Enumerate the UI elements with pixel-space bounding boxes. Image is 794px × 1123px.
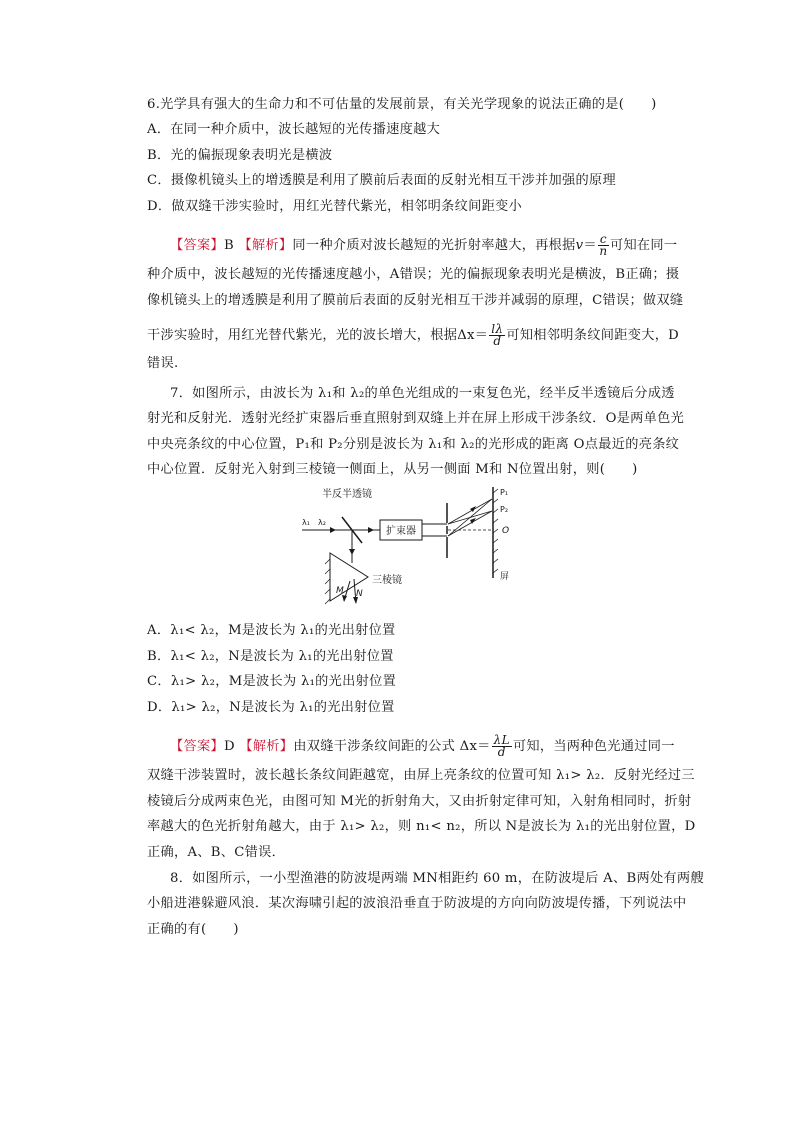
q6-option-a: A．在同一种介质中，波长越短的光传播速度越大 — [147, 122, 441, 137]
optics-diagram-svg — [300, 483, 530, 608]
q6-analysis-text-b: 可知在同一 — [609, 238, 678, 253]
q6-analysis-l4b: 可知相邻明条纹间距变大，D — [506, 328, 680, 343]
q6-option-d: D．做双缝干涉实验时，用红光替代紫光，相邻明条纹间距变小 — [147, 199, 523, 214]
lambda1-label: λ₁ — [302, 518, 310, 527]
transmitted-arrow — [368, 527, 374, 533]
q6-analysis-l4a: 干涉实验时，用红光替代紫光，光的波长增大，根据 — [147, 328, 458, 343]
m-label: M — [336, 586, 344, 596]
q6-answer-value: B — [223, 238, 234, 253]
q6-analysis-line-5: 错误. — [147, 356, 179, 371]
expander-label: 扩束器 — [386, 526, 416, 537]
optics-diagram — [300, 483, 530, 608]
q7-analysis-line-2: 双缝干涉装置时，波长越长条纹间距越宽，由屏上亮条纹的位置可知 λ₁> λ₂．反射光经过三 — [147, 768, 695, 783]
q7-stem-line-3: 中央亮条纹的中心位置，P₁和 P₂分别是波长为 λ₁和 λ₂的光形成的距离 O点最近的亮条纹 — [147, 437, 680, 452]
q7-analysis-l1a: 由双缝干涉条纹间距的公式 Δx＝ — [293, 739, 491, 754]
q6-option-b: B．光的偏振现象表明光是横波 — [147, 148, 333, 163]
q7-stem-line-4: 中心位置．反射光入射到三棱镜一侧面上，从另一侧面 M和 N位置出射，则( ) — [147, 462, 638, 477]
q6-stem: 6.光学具有强大的生命力和不可估量的发展前景，有关光学现象的说法正确的是( ) — [147, 97, 657, 112]
q6-frac-den: n — [599, 244, 608, 258]
o-label: O — [502, 526, 510, 536]
mirror-label: 半反半透镜 — [322, 489, 372, 500]
prism-hatching — [325, 559, 330, 604]
prism-label: 三棱镜 — [372, 575, 402, 586]
q7-frac-den: d — [497, 745, 506, 759]
q7-analysis-line-5: 正确，A、B、C错误． — [147, 845, 286, 860]
q6-analysis-line-4 — [147, 324, 679, 347]
q6-analysis-line-3: 像机镜头上的增透膜是利用了膜前后表面的反射光相互干涉并减弱的原理，C错误；做双缝 — [147, 293, 684, 308]
q6-frac2-num: lλ — [491, 322, 504, 336]
q7-analysis-line-3: 棱镜后分成两束色光，由图可知 M光的折射角大，又由折射定律可知，入射角相同时，折射 — [147, 794, 692, 809]
q6-eq-sign: ＝ — [583, 238, 597, 253]
n-label: N — [356, 589, 363, 599]
q8-stem-line-2: 小船进港躲避风浪．某次海啸引起的波浪沿垂直于防波堤的方向向防波堤传播，下列说法中 — [147, 896, 687, 911]
q7-fraction-lambda-l-over-d — [492, 735, 512, 758]
incoming-arrow — [330, 527, 336, 533]
q6-analysis-line-2: 种介质中，波长越短的光传播速度越小，A错误；光的偏振现象表明光是横波，B正确；摄 — [147, 267, 680, 282]
q6-option-c: C．摄像机镜头上的增透膜是利用了膜前后表面的反射光相互干涉并加强的原理 — [147, 173, 616, 188]
ray-p2-a — [448, 511, 492, 524]
q6-eq-dx: Δx＝ — [457, 328, 489, 343]
p1-label: P₁ — [500, 488, 509, 497]
q6-frac2-den: d — [493, 334, 502, 348]
ray-p1-a — [448, 499, 492, 524]
q6-fraction-l-lambda-over-d — [489, 324, 505, 347]
q7-stem-line-2: 射光和反射光．透射光经扩束器后垂直照射到双缝上并在屏上形成干涉条纹．O是两单色光 — [147, 411, 685, 426]
q7-answer-line-1 — [170, 735, 675, 758]
q7-option-a: A．λ₁< λ₂，M是波长为 λ₁的光出射位置 — [147, 623, 396, 638]
q6-analysis-text: 同一种介质对波长越短的光折射率越大，再根据 — [292, 238, 576, 253]
lambda2-label: λ₂ — [318, 518, 326, 527]
q7-answer-label: 【答案】 — [170, 739, 224, 754]
q6-frac-num: c — [599, 232, 607, 246]
q8-stem-line-3: 正确的有( ) — [147, 922, 239, 937]
q6-fraction-c-over-n — [598, 234, 609, 257]
q7-option-d: D．λ₁> λ₂，N是波长为 λ₁的光出射位置 — [147, 700, 395, 715]
q7-answer-value: D — [223, 739, 235, 754]
q7-analysis-label: 【解析】 — [239, 739, 294, 754]
q7-stem-line-1: 7．如图所示，由波长为 λ₁和 λ₂的单色光组成的一束复色光，经半反半透镜后分成透 — [170, 386, 675, 401]
screen-label: 屏 — [500, 572, 510, 582]
ray-p2-b — [448, 511, 492, 536]
p2-label: P₂ — [500, 505, 509, 514]
q6-eq-v: v — [575, 238, 584, 253]
q6-answer-line-1 — [170, 234, 677, 257]
q7-analysis-line-4: 率越大的色光折射角越大，由于 λ₁> λ₂，则 n₁< n₂，所以 N是波长为 λ₁的光出射位置，D — [147, 819, 696, 834]
reflected-arrow — [349, 549, 355, 555]
q7-frac-num: λL — [493, 733, 510, 747]
q6-analysis-label: 【解析】 — [238, 238, 293, 253]
q7-option-b: B．λ₁< λ₂，N是波长为 λ₁的光出射位置 — [147, 649, 394, 664]
exit-arrow-m — [342, 595, 347, 602]
q7-option-c: C．λ₁> λ₂，M是波长为 λ₁的光出射位置 — [147, 674, 397, 689]
q6-answer-label: 【答案】 — [170, 238, 224, 253]
q8-stem-line-1: 8．如图所示，一小型渔港的防波堤两端 MN相距约 60 m，在防波堤后 A、B两处有两艘 — [170, 871, 704, 886]
q7-analysis-l1b: 可知，当两种色光通过同一 — [512, 739, 675, 754]
